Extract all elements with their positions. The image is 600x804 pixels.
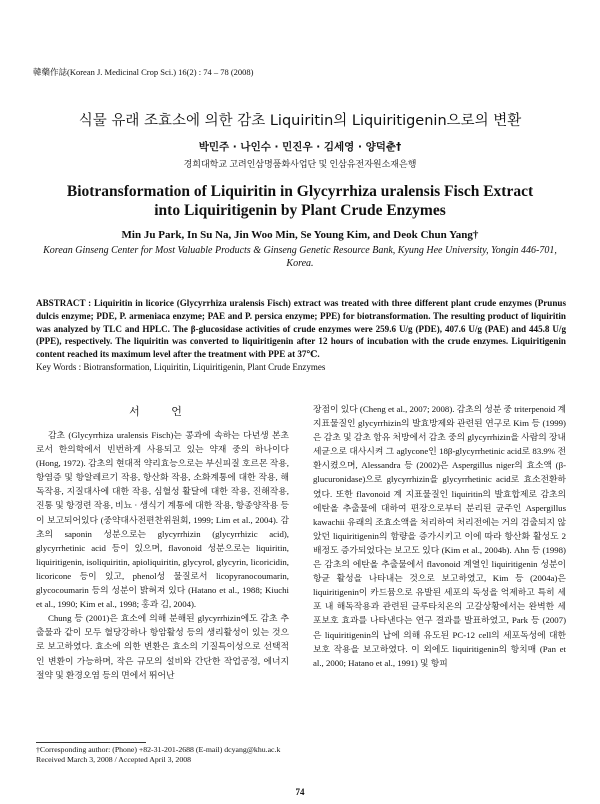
title-korean: 식물 유래 조효소에 의한 감초 Liquiritin의 Liquiritigenin으로의 변환 [78,113,522,129]
received-accepted: Received March 3, 2008 / Accepted April 3, 2008 [36,755,192,764]
affiliation-english: Korean Ginseng Center for Most Valuable Products & Ginseng Genetic Resource Bank, Kyung Hee University, Yongin 446-701, Korea. [43,245,557,269]
title-english-line2: into Liquiritigenin by Plant Crude Enzymes [154,202,446,219]
corresponding-author: †Corresponding author: (Phone) +82-31-201-2688 (E-mail) dcyang@khu.ac.k [36,745,281,754]
authors-korean: 박민주 · 나인수 · 민진우 · 김세영 · 양덕춘† [198,141,402,153]
section-title-introduction: 서 언 [129,405,196,418]
right-column [313,402,566,670]
right-paragraph-1: 장점이 있다 (Cheng et al., 2007; 2008). 감초의 성분 중 triterpenoid 계 지표물질인 glycyrrhizin의 발효방제와 관련된 연구로 Kim 등 (1999)은 감초 및 감초 함유 처방에서 감초 중의 glycyrrhizin을 사람의 장내세균으로 대사시켜 그 aglycone인 18β-glycyrrhetinic acid로 83.9% 전환시켰으며, Alessandra 등 (2002)은 Aspergillus niger의 효소액 (β-glucuronidase)으로 glycyrrhizin을 glycyrrhetinic acid로 효소전환하였다. 또한 flavonoid 계 지표물질인 liquiritin의 발효합제로 감초의 에탄올 추출물에 대하여 편장으로부터 분리된 균주인 Aspergillus kawachii 유래의 조효소액을 처리하여 처리전에는 거의 검출되지 않았던 liquiritigenin의 함량을 증가시키고 이에 따라 항산화 활성도 2배정도 증가되었다는 보고도 있다 (Kim et al., 2004b). Ahn 등 (1998)은 감초의 에탄올 추출물에서 flavonoid 계열인 liquiritigenin 성분이 항균 활성을 나타내는 것으로 보고하였고, Kim 등 (2004a)은 liquiritigenin이 카드뮴으로 유발된 세포의 독성을 억제하고 특히 세포 내 해독작용과 관련된 글루타치온의 고갈상황에서는 완벽한 세포보호 효과를 나타낸다는 연구 결과를 발표하였고, Park 등 (2007)은 liquiritigenin의 납에 의해 유도된 PC-12 cell의 세포독성에 대한 보호 작용을 보고하였다. 이 외에도 liquiritigenin의 항치매 (Pan et al., 2000; Hatano et al., 1991) 및 항피 [313,404,566,668]
authors-english: Min Ju Park, In Su Na, Jin Woo Min, Se Young Kim, and Deok Chun Yang† [121,229,479,241]
left-paragraph-1: 감초 (Glycyrrhiza uralensis Fisch)는 콩과에 속하는 다년생 본초로서 한의학에서 빈번하게 사용되고 있는 약재 중의 하나이다 (Hong, 1972). 감초의 현대적 약리효능으로는 부신피질 호르몬 작용, 항염증 및 항알레르기 작용, 항산화 작용, 소화계통에 대한 작용, 해독작용, 지질대사에 대한 작용, 심혈성 활달에 대한 작용, 진해작용, 진통 및 항경련 작용, 비뇨 · 생식기 계통에 대한 작용, 항종양작용 등이 보고되어있다 (중약대사전편찬위원회, 1999; Lim et al., 2004). 감초의 saponin 성분으로는 glycyrrhizin (glycyrrhizic acid), glycyrrhetinic acid 등이 있으며, flavonoid 성분으로는 liquiritin, liquiritigenin, isoliquiritin, apioliquiritin, glycyrol, glycyrin, licoricidin, licoricone 등이 있고, phenol성 물질로서 licopyranocoumarin, glycocoumarin 등의 성분이 밝혀져 있다 (Hatano et al., 1988; Kiuchi et al., 1990; Kim et al., 1998; 홍과 김, 2004). [36,430,289,610]
abstract: ABSTRACT : Liquiritin in licorice (Glycyrrhiza uralensis Fisch) extract was treated with three different plant crude enzymes (Prunus dulcis enzyme; PDE, P. armeniaca enzyme; PAE and P. persica enzyme; PPE) for biotransformation. The resulting product of liquiritin was analyzed by TLC and HPLC. The β-glucosidase activities of crude enzymes were 259.6 U/g (PDE), 407.6 U/g (PAE) and 445.8 U/g (PPE), respectively. The liquiritin was converted to liquiritigenin after 12 hours of incubation with the crude enzymes. Liquiritigenin content reached its maximum level after the treatment with PPE at 37℃. [36,298,566,360]
title-english-line1: Biotransformation of Liquiritin in Glycyrrhiza uralensis Fisch Extract [66,183,534,200]
affiliation-korean: 경희대학교 고려인삼명품화사업단 및 인삼유전자원소재은행 [183,159,417,169]
page-number: 74 [295,787,305,797]
footnote-divider [36,742,146,743]
title-english [0,182,600,220]
journal-header: 韓藥作誌(Korean J. Medicinal Crop Sci.) 16(2) : 74 – 78 (2008) [33,67,254,77]
left-paragraph-2: Chung 등 (2001)은 효소에 의해 분해된 glycyrrhizin에도 감초 추출물과 같이 모두 혈당강하나 항암활성 등의 생리활성이 있는 것으로 보고하였다. 효소에 의한 변환은 효소의 기질특이성으로 선택적인 변환이 가능하며, 작은 규모의 설비와 간단한 작업공정, 에너지 절약 및 환경오염 등의 면에서 뛰어난 [36,613,289,680]
keywords: Key Words : Biotransformation, Liquiritin, Liquiritigenin, Plant Crude Enzymes [36,362,326,372]
footnote [36,745,280,765]
left-column [36,428,289,682]
